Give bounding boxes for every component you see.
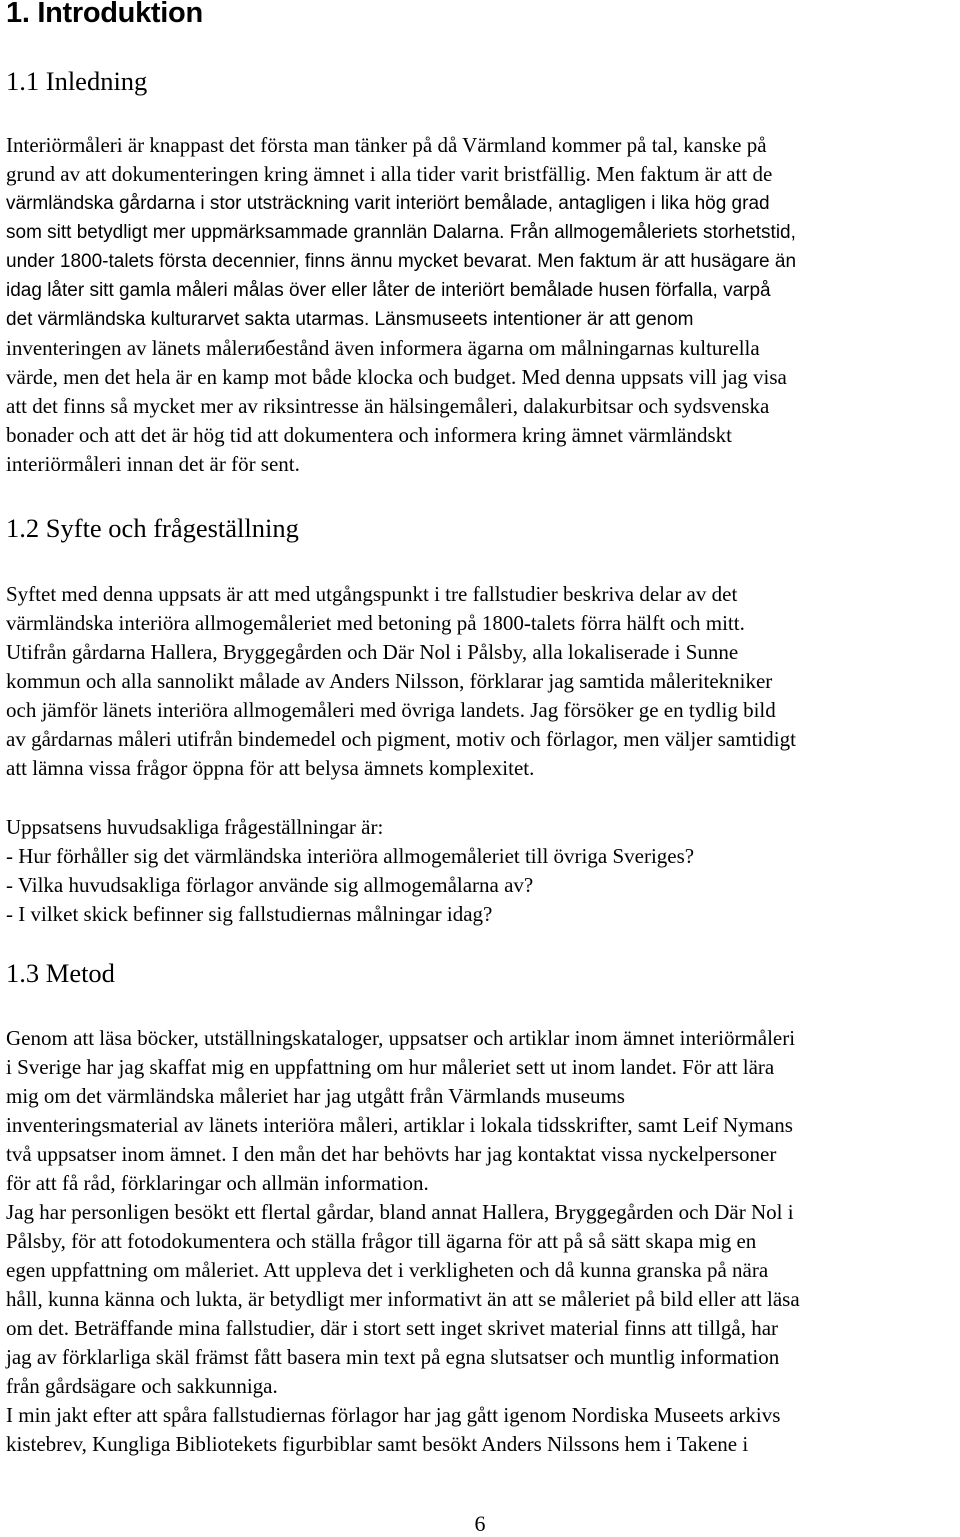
text-line: mig om det värmländska måleriet har jag utgått från Värmlands museums [6, 1084, 625, 1108]
text-line: och jämför länets interiöra allmogemåleri med övriga landets. Jag försöker ge en tydlig bild [6, 698, 776, 722]
paragraph-metod [6, 1024, 960, 1459]
paragraph-inledning-sans [6, 189, 960, 334]
text-line: Interiörmåleri är knappast det första man tänker på då Värmland kommer på tal, kanske på [6, 133, 767, 157]
text-line: Syftet med denna uppsats är att med utgångspunkt i tre fallstudier beskriva delar av det [6, 582, 738, 606]
questions-list [6, 813, 960, 929]
question-item: - I vilket skick befinner sig fallstudiernas målningar idag? [6, 902, 493, 926]
text-line: värmländska interiöra allmogemåleriet med betoning på 1800-talets förra hälft och mitt. [6, 611, 745, 635]
paragraph-syfte [6, 580, 960, 783]
text-line: Genom att läsa böcker, utställningskataloger, uppsatser och artiklar inom ämnet interiörmåleri [6, 1026, 796, 1050]
text-line: interiörmåleri innan det är för sent. [6, 452, 300, 476]
text-line: under 1800-talets första decennier, finns ännu mycket bevarat. Men faktum är att husägare än [6, 251, 797, 272]
text-line: värde, men det hela är en kamp mot både klocka och budget. Med denna uppsats vill jag visa [6, 365, 787, 389]
text-line: I min jakt efter att spåra fallstudiernas förlagor har jag gått igenom Nordiska Museets arkivs [6, 1403, 781, 1427]
question-item: - Hur förhåller sig det värmländska interiöra allmogemåleriet till övriga Sveriges? [6, 844, 695, 868]
page-number: 6 [474, 1511, 486, 1536]
text-line: grund av att dokumenteringen kring ämnet i alla tider varit bristfällig. Men faktum är att de [6, 162, 773, 186]
text-line: det värmländska kulturarvet sakta utarmas. Länsmuseets intentioner är att genom [6, 309, 694, 330]
text-line: som sitt betydligt mer uppmärksammade grannlän Dalarna. Från allmogemåleriets storhetstid, [6, 222, 796, 243]
text-line: att det finns så mycket mer av riksintresse än hälsingemåleri, dalakurbitsar och sydsvenska [6, 394, 770, 418]
text-line: Jag har personligen besökt ett flertal gårdar, bland annat Hallera, Bryggegården och Där Nol i [6, 1200, 794, 1224]
text-line: håll, kunna känna och lukta, är betydligt mer informativt än att se måleriet på bild eller att läsa [6, 1287, 800, 1311]
paragraph-inledning-serif [6, 131, 960, 189]
text-line: jag av förklarliga skäl främst fått basera min text på egna slutsatser och muntlig information [6, 1345, 780, 1369]
section-heading-inledning: 1.1 Inledning [6, 66, 148, 96]
text-line: egen uppfattning om måleriet. Att uppleva det i verkligheten och då kunna granska på nära [6, 1258, 769, 1282]
text-line: från gårdsägare och sakkunniga. [6, 1374, 278, 1398]
text-line: värmländska gårdarna i stor utsträckning varit interiört bemålade, antagligen i lika hög grad [6, 193, 770, 214]
text-line: idag låter sitt gamla måleri målas över eller låter de interiört bemålade husen förfalla, varpå [6, 280, 771, 301]
text-line: kommun och alla sannolikt målade av Anders Nilsson, förklarar jag samtida måleritekniker [6, 669, 773, 693]
text-line: kistebrev, Kungliga Bibliotekets figurbiblar samt besökt Anders Nilssons hem i Takene i [6, 1432, 749, 1456]
text-line: Pålsby, för att fotodokumentera och ställa frågor till ägarna för att på så sätt skapa mig en [6, 1229, 757, 1253]
text-line: två uppsatser inom ämnet. I den mån det har behövts har jag kontaktat vissa nyckelpersoner [6, 1142, 777, 1166]
text-line: bonader och att det är hög tid att dokumentera och informera kring ämnet värmländskt [6, 423, 733, 447]
text-line: inventeringsmaterial av länets interiöra måleri, artiklar i lokala tidsskrifter, samt Leif Nymans [6, 1113, 793, 1137]
questions-intro: Uppsatsens huvudsakliga frågeställningar är: [6, 815, 384, 839]
text-line: i Sverige har jag skaffat mig en uppfattning om hur måleriet sett ut inom landet. För att lära [6, 1055, 775, 1079]
paragraph-inledning-end [6, 334, 960, 479]
text-line: av gårdarnas måleri utifrån bindemedel och pigment, motiv och förlagor, men väljer samtidigt [6, 727, 796, 751]
section-heading-syfte: 1.2 Syfte och frågeställning [6, 513, 299, 543]
text-line: om det. Beträffande mina fallstudier, där i stort sett inget skrivet material finns att tillgå, har [6, 1316, 779, 1340]
text-line: Utifrån gårdarna Hallera, Bryggegården och Där Nol i Pålsby, alla lokaliserade i Sunne [6, 640, 739, 664]
chapter-heading: 1. Introduktion [6, 0, 203, 29]
text-line: inventeringen av länets målerибestånd även informera ägarna om målningarnas kulturella [6, 336, 760, 360]
question-item: - Vilka huvudsakliga förlagor använde sig allmogemålarna av? [6, 873, 534, 897]
section-heading-metod: 1.3 Metod [6, 958, 115, 988]
text-line: för att få råd, förklaringar och allmän information. [6, 1171, 429, 1195]
text-line: att lämna vissa frågor öppna för att belysa ämnets komplexitet. [6, 756, 535, 780]
